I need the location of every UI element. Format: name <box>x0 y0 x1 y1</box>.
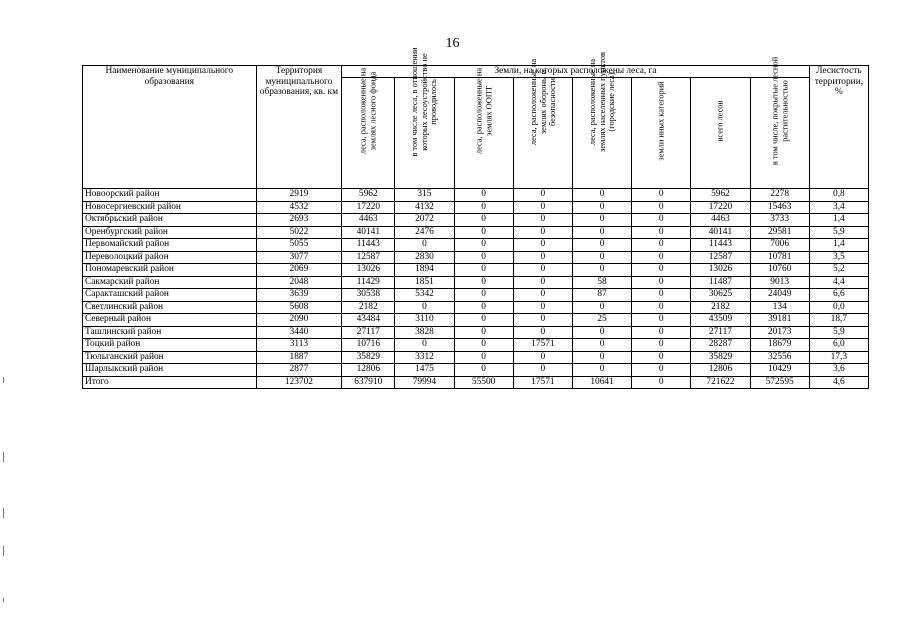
margin-mark <box>3 377 4 383</box>
table-cell: 2182 <box>342 301 395 314</box>
table-row <box>83 201 869 214</box>
table-cell: 2877 <box>256 364 342 377</box>
table-cell: 0 <box>632 226 691 239</box>
table-cell: 0 <box>632 376 691 389</box>
table-cell: 7006 <box>750 239 809 252</box>
table-cell: 1851 <box>395 276 454 289</box>
table-cell: 2693 <box>256 214 342 227</box>
table-cell: 2072 <box>395 214 454 227</box>
header-protected-areas: леса, расположенные на землях ООПТ <box>454 78 513 189</box>
table-cell: 10781 <box>750 251 809 264</box>
table-row <box>83 351 869 364</box>
header-forest-fund: леса, расположенные на землях лесного фонда <box>342 78 395 189</box>
table-cell: 4,4 <box>809 276 868 289</box>
table-cell: 6,6 <box>809 289 868 302</box>
table-cell: 58 <box>572 276 631 289</box>
table-cell: 0 <box>572 239 631 252</box>
table-cell: 5055 <box>256 239 342 252</box>
header-no-inventory: в том числе леса, в отношении которых лесоустройство не проводилось <box>395 78 454 189</box>
table-cell: 40141 <box>691 226 750 239</box>
table-cell: 5,9 <box>809 326 868 339</box>
table-row <box>83 264 869 277</box>
municipality-name-cell: Первомайский район <box>83 239 257 252</box>
table-cell: 0 <box>513 276 572 289</box>
table-cell: 12587 <box>342 251 395 264</box>
table-cell: 721622 <box>691 376 750 389</box>
table-cell: 0 <box>454 339 513 352</box>
table-cell: 3733 <box>750 214 809 227</box>
table-body <box>83 189 869 389</box>
table-cell: 1894 <box>395 264 454 277</box>
table-cell: 5342 <box>395 289 454 302</box>
table-cell: 17220 <box>342 201 395 214</box>
header-covered-forests: в том числе, покрытые лесной растительностью <box>750 78 809 189</box>
table-cell: 0 <box>454 239 513 252</box>
table-row <box>83 239 869 252</box>
table-row <box>83 326 869 339</box>
table-cell: 35829 <box>691 351 750 364</box>
table-cell: 0 <box>632 339 691 352</box>
table-cell: 0 <box>395 301 454 314</box>
municipality-name-cell: Переволоцкий район <box>83 251 257 264</box>
table-cell: 3,5 <box>809 251 868 264</box>
table-cell: 0 <box>572 201 631 214</box>
table-cell: 3077 <box>256 251 342 264</box>
municipality-name-cell: Саракташский район <box>83 289 257 302</box>
table-cell: 0 <box>454 251 513 264</box>
municipality-name-cell: Шарлыкский район <box>83 364 257 377</box>
table-cell: 0 <box>632 251 691 264</box>
table-cell: 2069 <box>256 264 342 277</box>
table-row <box>83 289 869 302</box>
table-cell: 0 <box>513 226 572 239</box>
table-cell: 30625 <box>691 289 750 302</box>
margin-mark <box>3 508 4 518</box>
table-cell: 27117 <box>691 326 750 339</box>
table-cell: 1,4 <box>809 239 868 252</box>
header-forest-cover: Лесистость территории, % <box>809 66 868 189</box>
table-cell: 0 <box>454 326 513 339</box>
table-cell: 4,6 <box>809 376 868 389</box>
table-cell: 2476 <box>395 226 454 239</box>
table-cell: 30538 <box>342 289 395 302</box>
table-cell: 0 <box>572 351 631 364</box>
municipality-name-cell: Новосергиевский район <box>83 201 257 214</box>
margin-mark <box>3 598 4 602</box>
table-cell: 1475 <box>395 364 454 377</box>
table-cell: 2048 <box>256 276 342 289</box>
table-row <box>83 339 869 352</box>
table-cell: 0 <box>513 351 572 364</box>
table-cell: 20173 <box>750 326 809 339</box>
page-number: 16 <box>445 36 460 51</box>
table-cell: 3828 <box>395 326 454 339</box>
table-cell: 3,6 <box>809 364 868 377</box>
municipality-name-cell: Светлинский район <box>83 301 257 314</box>
header-lands-group: Земли, на которых расположены леса, га <box>342 66 810 78</box>
table-cell: 5,9 <box>809 226 868 239</box>
table-cell: 35829 <box>342 351 395 364</box>
table-cell: 0 <box>513 289 572 302</box>
table-cell: 0 <box>632 301 691 314</box>
table-cell: 5962 <box>691 189 750 202</box>
table-cell: 4463 <box>342 214 395 227</box>
table-row <box>83 314 869 327</box>
table-cell: 0 <box>513 201 572 214</box>
table-cell: 25 <box>572 314 631 327</box>
table-cell: 24049 <box>750 289 809 302</box>
table-cell: 5,2 <box>809 264 868 277</box>
table-cell: 3440 <box>256 326 342 339</box>
table-cell: 0 <box>572 189 631 202</box>
table-cell: 12806 <box>342 364 395 377</box>
table-cell: 0 <box>513 214 572 227</box>
table-cell: 12806 <box>691 364 750 377</box>
table-cell: 17,3 <box>809 351 868 364</box>
table-cell: 0 <box>632 201 691 214</box>
table-cell: 29581 <box>750 226 809 239</box>
table-cell: 0 <box>454 314 513 327</box>
municipality-name-cell: Ташлинский район <box>83 326 257 339</box>
municipality-name-cell: Оренбургский район <box>83 226 257 239</box>
table-row <box>83 251 869 264</box>
table-cell: 13026 <box>691 264 750 277</box>
table-cell: 40141 <box>342 226 395 239</box>
table-cell: 28287 <box>691 339 750 352</box>
table-cell: 0 <box>454 189 513 202</box>
table-cell: 4463 <box>691 214 750 227</box>
table-cell: 1887 <box>256 351 342 364</box>
table-cell: 0 <box>454 276 513 289</box>
table-cell: 0 <box>454 264 513 277</box>
header-territory: Территория муниципального образования, кв. км <box>256 66 342 189</box>
municipality-name-cell: Сакмарский район <box>83 276 257 289</box>
table-cell: 10641 <box>572 376 631 389</box>
municipality-name-cell: Тюльганский район <box>83 351 257 364</box>
table-cell: 4132 <box>395 201 454 214</box>
table-row <box>83 214 869 227</box>
table-cell: 87 <box>572 289 631 302</box>
table-cell: 0 <box>572 326 631 339</box>
table-cell: 3,4 <box>809 201 868 214</box>
table-cell: 5962 <box>342 189 395 202</box>
table-cell: 0 <box>513 301 572 314</box>
table-cell: 5022 <box>256 226 342 239</box>
header-total-forests: всего лесов <box>691 78 750 189</box>
table-cell: 0 <box>513 189 572 202</box>
table-cell: 3110 <box>395 314 454 327</box>
table-cell: 0 <box>513 314 572 327</box>
table-cell: 10429 <box>750 364 809 377</box>
table-cell: 0 <box>513 239 572 252</box>
municipality-name-cell: Новоорский район <box>83 189 257 202</box>
table-cell: 18,7 <box>809 314 868 327</box>
table-cell: 11443 <box>691 239 750 252</box>
table-cell: 0 <box>632 239 691 252</box>
table-cell: 4532 <box>256 201 342 214</box>
table-cell: 3113 <box>256 339 342 352</box>
table-cell: 0 <box>513 326 572 339</box>
table-row <box>83 276 869 289</box>
margin-mark <box>3 452 4 462</box>
table-cell: 0 <box>454 301 513 314</box>
table-cell: 1,4 <box>809 214 868 227</box>
table-cell: 3639 <box>256 289 342 302</box>
table-cell: 315 <box>395 189 454 202</box>
table-cell: 0 <box>454 351 513 364</box>
table-cell: 0 <box>454 289 513 302</box>
table-cell: 0 <box>632 276 691 289</box>
table-cell: 0 <box>632 214 691 227</box>
table-row <box>83 376 869 389</box>
table-cell: 0,0 <box>809 301 868 314</box>
municipality-name-cell: Тоцкий район <box>83 339 257 352</box>
table-cell: 15463 <box>750 201 809 214</box>
table-cell: 134 <box>750 301 809 314</box>
table-cell: 0 <box>632 264 691 277</box>
municipality-name-cell: Северный район <box>83 314 257 327</box>
header-other-categories: земли иных категорий <box>632 78 691 189</box>
table-row <box>83 226 869 239</box>
table-cell: 123702 <box>256 376 342 389</box>
table-cell: 0 <box>395 239 454 252</box>
table-cell: 17220 <box>691 201 750 214</box>
table-cell: 0 <box>632 326 691 339</box>
table-cell: 32556 <box>750 351 809 364</box>
table-row <box>83 301 869 314</box>
table-cell: 0 <box>513 364 572 377</box>
table-cell: 0 <box>572 301 631 314</box>
table-cell: 10716 <box>342 339 395 352</box>
table-cell: 12587 <box>691 251 750 264</box>
table-cell: 0 <box>454 201 513 214</box>
table-cell: 2090 <box>256 314 342 327</box>
table-cell: 11487 <box>691 276 750 289</box>
table-cell: 0 <box>395 339 454 352</box>
table-cell: 17571 <box>513 376 572 389</box>
table-cell: 0 <box>632 189 691 202</box>
table-cell: 0 <box>454 226 513 239</box>
table-cell: 0 <box>572 251 631 264</box>
table-cell: 0 <box>513 251 572 264</box>
table-cell: 0 <box>572 214 631 227</box>
table-cell: 43509 <box>691 314 750 327</box>
table-cell: 27117 <box>342 326 395 339</box>
table-cell: 5608 <box>256 301 342 314</box>
table-cell: 55500 <box>454 376 513 389</box>
municipality-name-cell: Октябрьский район <box>83 214 257 227</box>
header-municipality: Наименование муниципального образования <box>83 66 257 189</box>
table-cell: 0 <box>632 351 691 364</box>
table-cell: 9013 <box>750 276 809 289</box>
municipality-name-cell: Пономаревский район <box>83 264 257 277</box>
table-cell: 0 <box>572 226 631 239</box>
table-cell: 39181 <box>750 314 809 327</box>
table-cell: 0 <box>454 214 513 227</box>
table-cell: 11429 <box>342 276 395 289</box>
table-cell: 2182 <box>691 301 750 314</box>
table-cell: 2919 <box>256 189 342 202</box>
table-cell: 43484 <box>342 314 395 327</box>
table-cell: 572595 <box>750 376 809 389</box>
table-cell: 11443 <box>342 239 395 252</box>
table-cell: 17571 <box>513 339 572 352</box>
table-cell: 0 <box>632 289 691 302</box>
table-cell: 0 <box>454 364 513 377</box>
table-row <box>83 364 869 377</box>
table-row <box>83 189 869 202</box>
table-cell: 0 <box>513 264 572 277</box>
table-cell: 2830 <box>395 251 454 264</box>
table-cell: 2278 <box>750 189 809 202</box>
table-cell: 0 <box>632 314 691 327</box>
table-cell: 6,0 <box>809 339 868 352</box>
table-cell: 0 <box>572 339 631 352</box>
margin-mark <box>3 546 4 556</box>
table-cell: 18679 <box>750 339 809 352</box>
table-cell: 13026 <box>342 264 395 277</box>
table-cell: 637910 <box>342 376 395 389</box>
table-cell: 0,8 <box>809 189 868 202</box>
municipality-name-cell: Итого <box>83 376 257 389</box>
header-defense-lands: леса, расположенные на землях обороны и безопасности <box>513 78 572 189</box>
table-cell: 3312 <box>395 351 454 364</box>
forest-lands-table <box>82 46 869 389</box>
table-cell: 0 <box>632 364 691 377</box>
table-cell: 0 <box>572 264 631 277</box>
table-cell: 0 <box>572 364 631 377</box>
table-cell: 79994 <box>395 376 454 389</box>
header-urban-forests: леса, расположенные на землях населенных пунктов (городские леса) <box>572 78 631 189</box>
table-cell: 10760 <box>750 264 809 277</box>
